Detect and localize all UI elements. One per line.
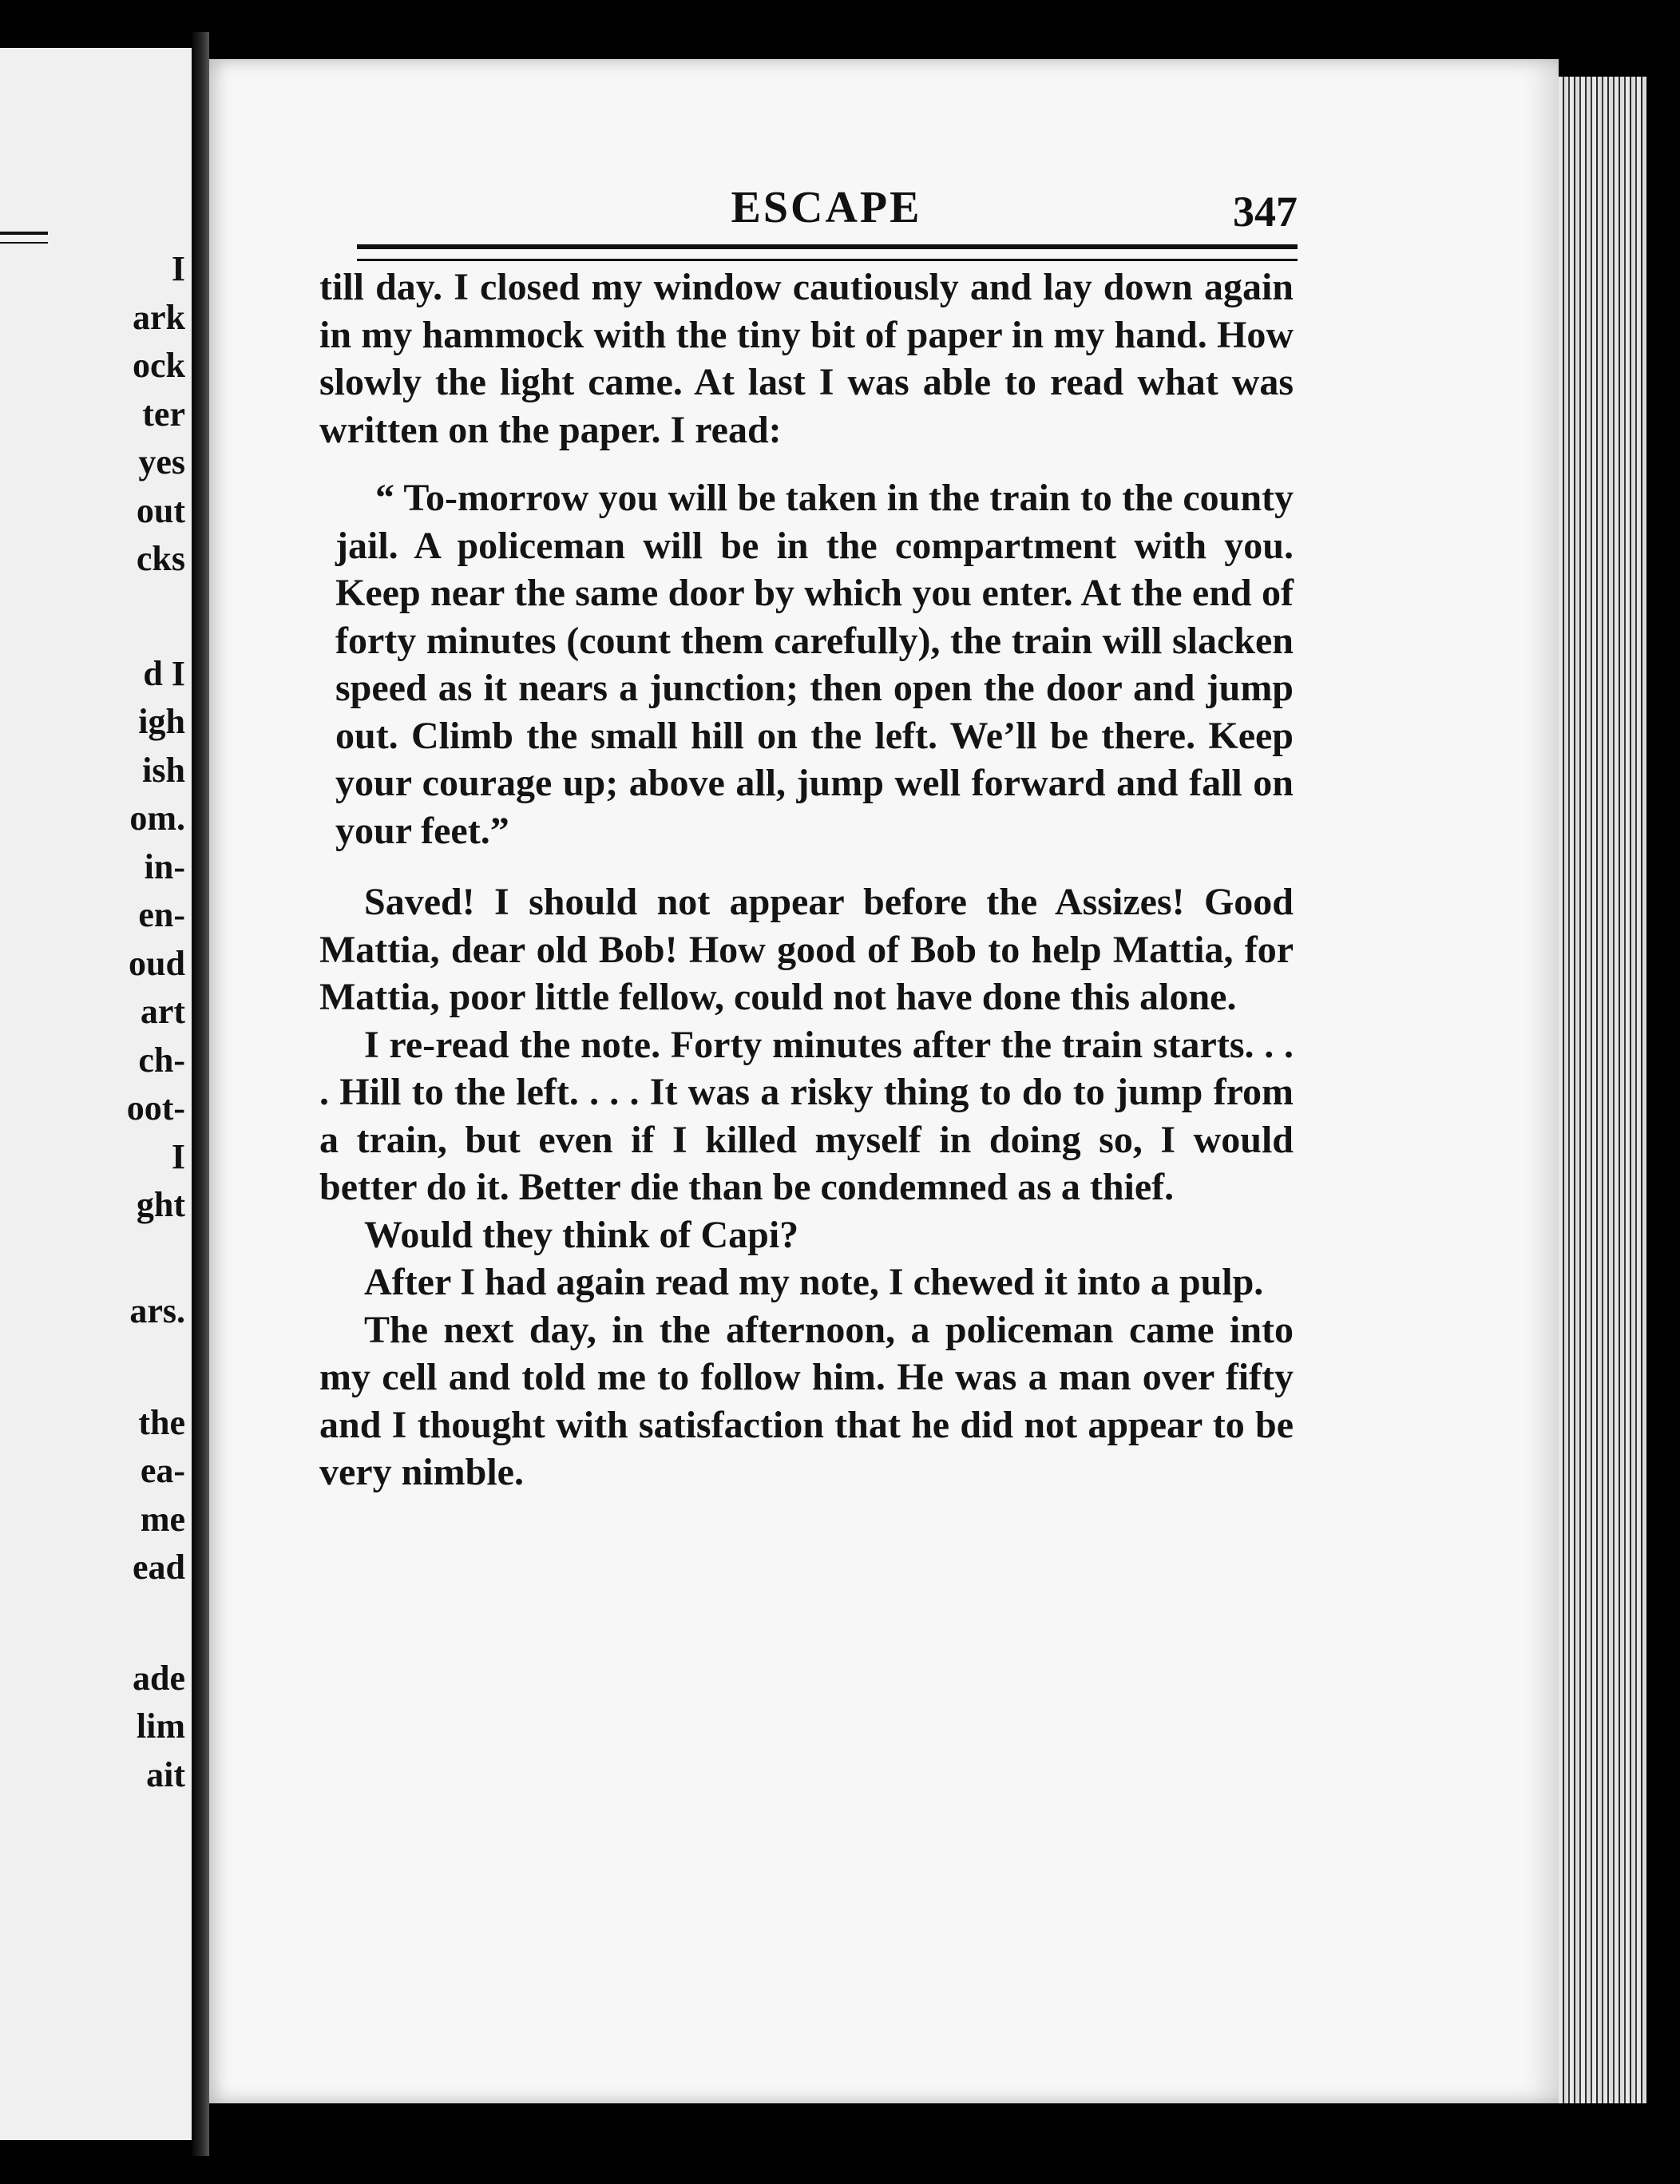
previous-page-line-fragment: in- [144, 847, 185, 886]
background-edge [209, 2103, 1646, 2183]
previous-page-line-fragment: ars. [129, 1291, 185, 1330]
page-edges [1559, 77, 1646, 2121]
quoted-note: “ To-morrow you will be taken in the train to the county jail. A policeman will be in the compartment with you. Keep near the same door by which you enter. At the end of forty minutes (count them carefully), the train will slacken speed as it nears a junction; then open the door and jump out. Climb the small hill on the left. We’ll be there. Keep your courage up; above all, jump well forward and fall on your feet.” [335, 477, 1294, 852]
previous-page-line-fragment: ead [133, 1548, 185, 1587]
previous-page-line-fragment: ock [133, 346, 185, 385]
previous-page-text-fragments [2, 48, 185, 2140]
previous-page-line-fragment: ea- [140, 1451, 185, 1490]
previous-page-line-fragment: I [171, 1137, 185, 1176]
previous-page-line-fragment: oud [129, 944, 185, 983]
paragraph: I re-read the note. Forty minutes after the train starts. . . . Hill to the left. . . . It was a risky thing to do to jump from a train, but even if I killed myself in doing so, I would better do it. Better die than be condemned as a thief. [319, 1023, 1294, 1208]
paragraph: till day. I closed my window cautiously and lay down again in my hammock with the tiny bit of paper in my hand. How slowly the light came. At last I was able to read what was written on the paper. I read: [319, 266, 1294, 451]
previous-page-line-fragment: d I [143, 654, 185, 693]
previous-page-line-fragment: ark [133, 298, 185, 337]
previous-page-line-fragment: lim [136, 1706, 185, 1746]
previous-page-line-fragment: I [171, 249, 185, 288]
previous-page [0, 48, 196, 2140]
running-head [355, 182, 1298, 246]
previous-page-line-fragment: ch- [138, 1040, 185, 1080]
previous-page-line-fragment: igh [138, 702, 185, 741]
paragraph: After I had again read my note, I chewed it into a pulp. [364, 1261, 1264, 1303]
previous-page-line-fragment: ish [142, 751, 185, 790]
previous-page-line-fragment: the [138, 1403, 185, 1442]
paragraph: The next day, in the afternoon, a policeman came into my cell and told me to follow him. He was a man over fifty and I thought with satisfaction that he did not appear to be very nimble. [319, 1308, 1294, 1493]
paragraph: Saved! I should not appear before the Assizes! Good Mattia, dear old Bob! How good of Bob to help Mattia, for Mattia, poor little fellow, could not have done this alone. [319, 881, 1294, 1018]
previous-page-line-fragment: ade [133, 1659, 185, 1698]
previous-page-line-fragment: en- [138, 895, 185, 934]
previous-page-line-fragment: me [140, 1500, 185, 1539]
previous-page-line-fragment: cks [136, 539, 185, 578]
previous-page-line-fragment: yes [138, 442, 185, 482]
book-gutter [192, 32, 209, 2156]
running-head-rule [357, 244, 1298, 261]
page-body-text [319, 264, 1294, 1496]
previous-page-line-fragment: om. [129, 799, 185, 838]
previous-page-line-fragment: ter [142, 394, 185, 434]
previous-page-line-fragment: out [136, 491, 185, 530]
paragraph: Would they think of Capi? [364, 1213, 799, 1256]
previous-page-line-fragment: ght [136, 1185, 185, 1224]
previous-page-line-fragment: art [140, 992, 185, 1031]
page-number: 347 [1233, 188, 1298, 236]
previous-page-line-fragment: oot- [126, 1088, 185, 1128]
chapter-title: ESCAPE [731, 183, 922, 232]
previous-page-line-fragment: ait [146, 1755, 185, 1794]
